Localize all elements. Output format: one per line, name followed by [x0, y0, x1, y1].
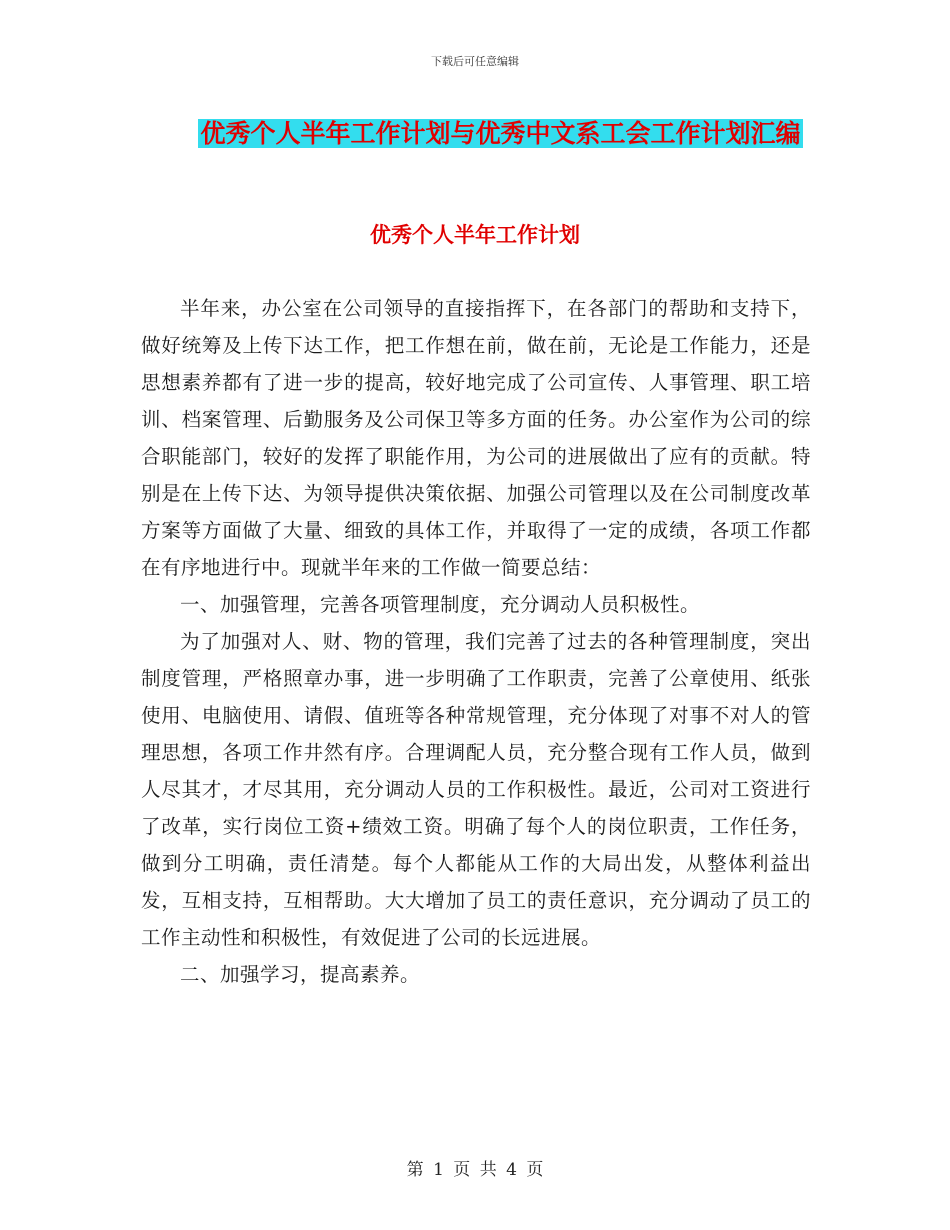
document-title — [188, 112, 813, 156]
paragraph: 半年来，办公室在公司领导的直接指挥下，在各部门的帮助和支持下，做好统筹及上传下达工作，把工作想在前，做在前，无论是工作能力，还是思想素养都有了进一步的提高，较好地完成了公司宣传、人事管理、职工培训、档案管理、后勤服务及公司保卫等多方面的任务。办公室作为公司的综合职能部门，较好的发挥了职能作用，为公司的进展做出了应有的贡献。特别是在上传下达、为领导提供决策依据、加强公司管理以及在公司制度改革方案等方面做了大量、细致的具体工作，并取得了一定的成绩，各项工作都在有序地进行中。现就半年来的工作做一简要总结： — [141, 297, 811, 579]
page-footer: 第 1 页 共 4 页 — [406, 1160, 544, 1180]
header-note: 下载后可任意编辑 — [431, 55, 519, 68]
body-text — [141, 290, 811, 993]
paragraph: 为了加强对人、财、物的管理，我们完善了过去的各种管理制度，突出制度管理，严格照章办事，进一步明确了工作职责，完善了公章使用、纸张使用、电脑使用、请假、值班等各种常规管理，充分体现了对事不对人的管理思想，各项工作井然有序。合理调配人员，充分整合现有工作人员，做到人尽其才，才尽其用，充分调动人员的工作积极性。最近，公司对工资进行了改革，实行岗位工资+绩效工资。明确了每个人的岗位职责，工作任务，做到分工明确，责任清楚。每个人都能从工作的大局出发，从整体利益出发，互相支持，互相帮助。大大增加了员工的责任意识，充分调动了员工的工作主动性和积极性，有效促进了公司的长远进展。 — [141, 630, 811, 949]
paragraph: 一、加强管理，完善各项管理制度，充分调动人员积极性。 — [180, 593, 701, 616]
section-title: 优秀个人半年工作计划 — [370, 222, 580, 247]
paragraph: 二、加强学习，提高素养。 — [180, 963, 421, 986]
document-title-text: 优秀个人半年工作计划与优秀中文系工会工作计划汇编 — [200, 119, 801, 148]
